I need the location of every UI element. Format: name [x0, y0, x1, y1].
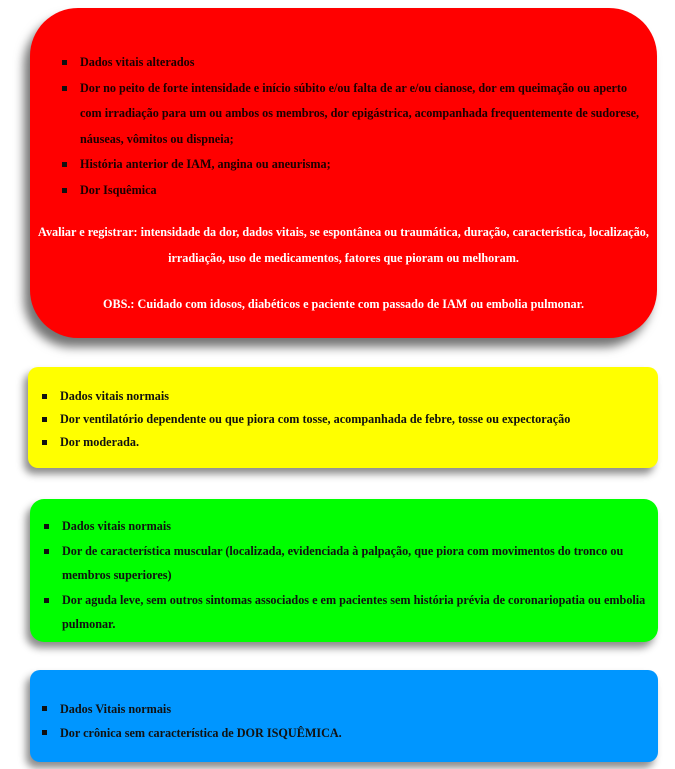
blue-criteria-list	[60, 697, 342, 745]
list-item: História anterior de IAM, angina ou aneurisma;	[80, 152, 650, 178]
green-criteria-list	[62, 514, 647, 637]
list-item: Dor aguda leve, sem outros sintomas associados e em pacientes sem história prévia de coronariopatia ou embolia pulmonar.	[62, 588, 647, 637]
yellow-criteria-list	[60, 385, 570, 454]
list-item: Dados vitais normais	[60, 385, 570, 408]
assessment-instructions: Avaliar e registrar: intensidade da dor, dados vitais, se espontânea ou traumática, duração, característica, localização, irradiação, uso de medicamentos, fatores que pioram ou melhoram.	[38, 225, 649, 265]
list-item: Dor no peito de forte intensidade e início súbito e/ou falta de ar e/ou cianose, dor em queimação ou aperto com irradiação para um ou ambos os membros, dor epigástrica, acompanhada frequentemente de sudorese, náuseas, vômitos ou dispneia;	[80, 76, 650, 153]
list-item: Dor Isquêmica	[80, 178, 650, 204]
list-item: Dor ventilatório dependente ou que piora com tosse, acompanhada de febre, tosse ou expectoração	[60, 408, 570, 431]
red-criteria-list	[80, 50, 650, 203]
list-item: Dor de característica muscular (localizada, evidenciada à palpação, que piora com movimentos do tronco ou membros superiores)	[62, 539, 647, 588]
list-item: Dados vitais alterados	[80, 50, 650, 76]
list-item: Dor moderada.	[60, 431, 570, 454]
list-item: Dor crônica sem característica de DOR ISQUÊMICA.	[60, 721, 342, 745]
blue-priority-box	[30, 670, 658, 762]
list-item: Dados vitais normais	[62, 514, 647, 539]
yellow-priority-box	[28, 367, 658, 468]
red-priority-box	[30, 8, 657, 338]
list-item: Dados Vitais normais	[60, 697, 342, 721]
observation-note: OBS.: Cuidado com idosos, diabéticos e paciente com passado de IAM ou embolia pulmonar.	[102, 297, 584, 311]
green-priority-box	[30, 499, 658, 642]
